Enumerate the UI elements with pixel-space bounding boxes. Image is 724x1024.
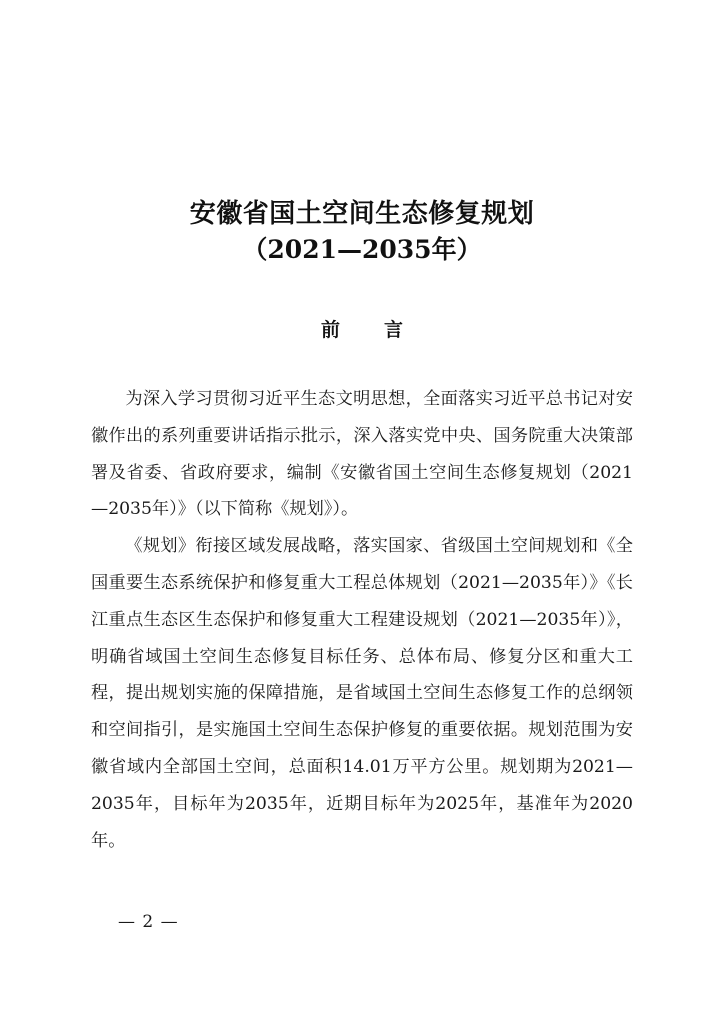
section-heading: 前言 bbox=[320, 319, 447, 341]
document-title: 安徽省国土空间生态修复规划 bbox=[189, 199, 535, 229]
paragraph: 《规划》衔接区域发展战略，落实国家、省级国土空间规划和《全国重要生态系统保护和修复重大工程总体规划（2021—2035年）》《长江重点生态区生态保护和修复重大工程建设规划（2021—2035年）》，明确省域国土空间生态修复目标任务、总体布局、修复分区和重大工程，提出规划实施的保障措施，是省域国土空间生态修复工作的总纲领和空间指引，是实施国土空间生态保护修复的重要依据。规划范围为安徽省域内全部国土空间，总面积14.01万平方公里。规划期为2021—2035年，目标年为2035年，近期目标年为2025年，基准年为2020年。 bbox=[91, 536, 633, 851]
document-subtitle: （2021—2035年） bbox=[242, 235, 482, 264]
paragraph: 为深入学习贯彻习近平生态文明思想，全面落实习近平总书记对安徽作出的系列重要讲话指示批示，深入落实党中央、国务院重大决策部署及省委、省政府要求，编制《安徽省国土空间生态修复规划（2021—2035年）》（以下简称《规划》）。 bbox=[91, 389, 633, 520]
page-number: — 2 — bbox=[118, 912, 179, 932]
body-text bbox=[91, 381, 633, 859]
